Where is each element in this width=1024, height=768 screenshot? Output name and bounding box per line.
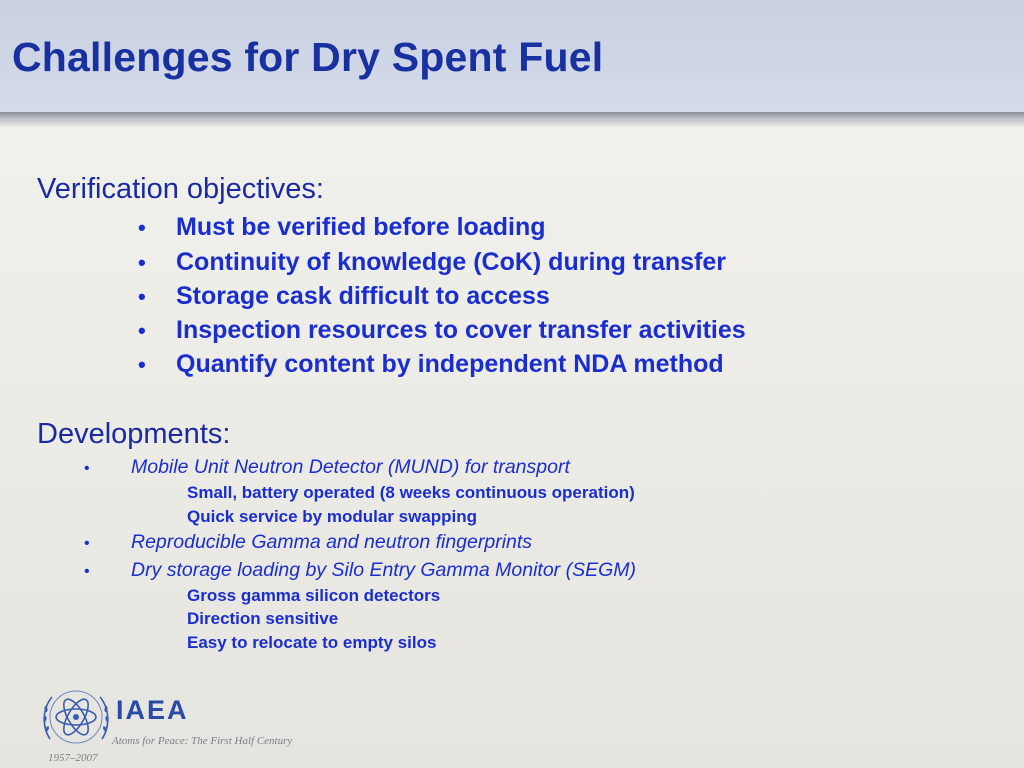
developments-heading: Developments: [37,418,231,450]
list-item [138,282,550,311]
logo-tagline: Atoms for Peace: The First Half Century [112,735,293,747]
list-item-text: Storage cask difficult to access [176,282,550,310]
bullet: • [84,535,90,552]
bullet: • [138,250,146,275]
development-item [84,531,532,554]
list-item [138,316,746,345]
list-item-text: Continuity of knowledge (CoK) during transfer [176,248,726,276]
development-item [84,456,570,479]
development-detail: Gross gamma silicon detectors [187,586,441,605]
iaea-logo [40,685,310,765]
bullet: • [84,563,90,580]
development-item-text: Dry storage loading by Silo Entry Gamma Monitor (SEGM) [131,559,637,581]
list-item [138,248,726,277]
development-item [84,559,636,582]
development-detail: Direction sensitive [187,609,339,628]
development-detail: Easy to relocate to empty silos [187,633,437,652]
list-item-text: Inspection resources to cover transfer activities [176,316,746,344]
list-item [138,350,724,379]
slide-title: Challenges for Dry Spent Fuel [12,34,604,80]
development-detail: Small, battery operated (8 weeks continuous operation) [187,483,635,502]
bullet: • [138,215,146,240]
bullet: • [138,284,146,309]
bullet: • [84,460,90,477]
bullet: • [138,318,146,343]
list-item-text: Must be verified before loading [176,213,546,241]
development-detail: Quick service by modular swapping [187,507,478,526]
development-item-text: Mobile Unit Neutron Detector (MUND) for transport [131,456,570,478]
title-bar-shadow [0,112,1024,126]
logo-wordmark: IAEA [116,695,189,725]
list-item [138,213,546,242]
development-item-text: Reproducible Gamma and neutron fingerprints [131,531,533,553]
logo-years: 1957–2007 [48,752,98,764]
verification-heading: Verification objectives: [37,173,324,205]
bullet: • [138,352,146,377]
atom-laurel-emblem-icon [40,685,112,749]
list-item-text: Quantify content by independent NDA method [176,350,724,378]
